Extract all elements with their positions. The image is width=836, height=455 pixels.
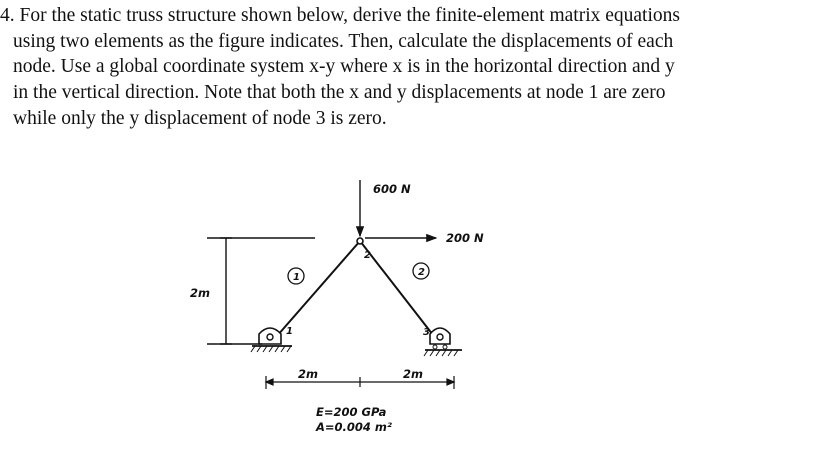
node-3-label: 3: [423, 327, 430, 338]
node-2-label: 2: [364, 250, 371, 261]
node-1-label: 1: [286, 326, 293, 337]
problem-line-5: while only the y displacement of node 3 is zero.: [13, 108, 387, 129]
node-2-pin: [357, 238, 363, 244]
span-dimension: [266, 376, 454, 389]
force-600-label: 600 N: [373, 182, 411, 196]
material-A-label: A=0.004 m²: [316, 420, 392, 434]
material-E-label: E=200 GPa: [316, 405, 387, 419]
height-label: 2m: [190, 286, 210, 300]
problem-line-4: in the vertical direction. Note that both the x and y displacements at node 1 are zero: [13, 82, 666, 103]
problem-line-2: using two elements as the figure indicates. Then, calculate the displacements of each: [13, 31, 674, 52]
element-1-member: [270, 241, 360, 344]
force-200-label: 200 N: [446, 231, 484, 245]
element-1-label: 1: [293, 272, 300, 283]
span-right-label: 2m: [403, 367, 423, 381]
span-left-label: 2m: [298, 367, 318, 381]
problem-line-3: node. Use a global coordinate system x-y where x is in the horizontal direction and y: [13, 56, 675, 77]
height-dimension: [207, 238, 315, 344]
element-2-label: 2: [418, 267, 425, 278]
problem-line-1: 4. For the static truss structure shown below, derive the finite-element matrix equations: [0, 5, 680, 26]
